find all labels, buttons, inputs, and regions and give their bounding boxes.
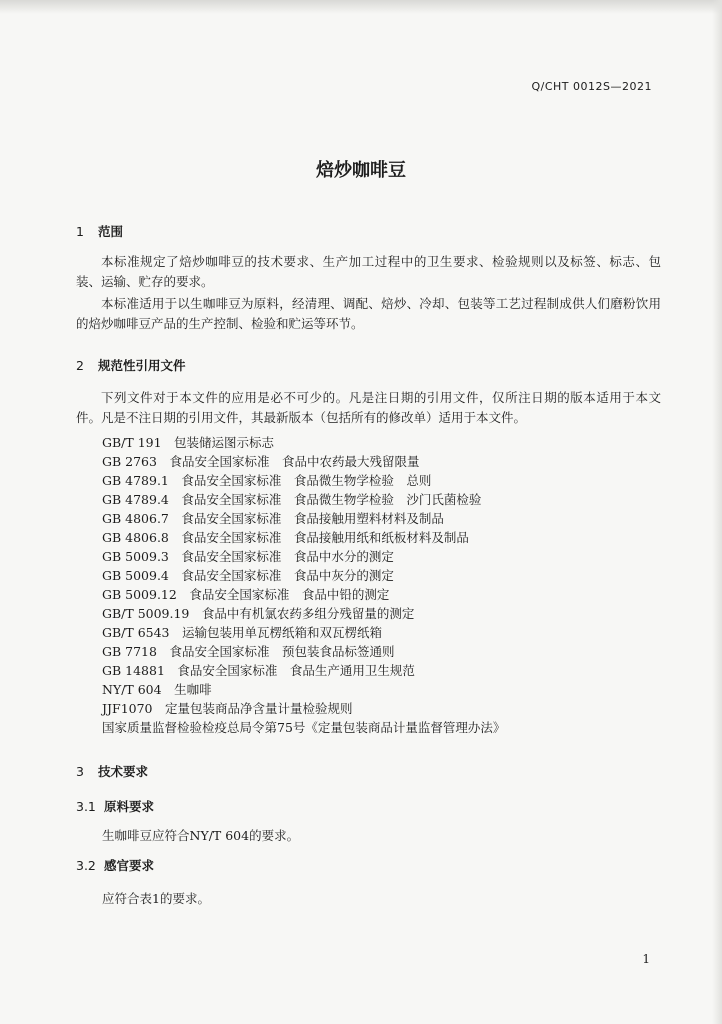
reference-item: GB 5009.3 食品安全国家标准 食品中水分的测定	[102, 549, 394, 564]
document-code: Q/CHT 0012S—2021	[531, 80, 652, 93]
scan-edge-shadow-right	[712, 0, 722, 1024]
reference-item: GB 4789.1 食品安全国家标准 食品微生物学检验 总则	[102, 473, 432, 488]
section-heading-scope	[76, 222, 123, 240]
reference-list	[102, 433, 505, 737]
scope-paragraph-2: 本标准适用于以生咖啡豆为原料，经清理、调配、焙炒、冷却、包装等工艺过程制成供人们磨粉饮用的焙炒咖啡豆产品的生产控制、检验和贮运等环节。	[76, 296, 661, 331]
section-heading-normative	[76, 356, 186, 374]
subsection-heading-raw	[76, 797, 154, 815]
reference-item: GB 4806.8 食品安全国家标准 食品接触用纸和纸板材料及制品	[102, 530, 469, 545]
reference-item: GB 4789.4 食品安全国家标准 食品微生物学检验 沙门氏菌检验	[102, 492, 482, 507]
reference-item: NY/T 604 生咖啡	[102, 682, 212, 697]
reference-item: GB 5009.4 食品安全国家标准 食品中灰分的测定	[102, 568, 394, 583]
scope-paragraph-1: 本标准规定了焙炒咖啡豆的技术要求、生产加工过程中的卫生要求、检验规则以及标签、标志、包装、运输、贮存的要求。	[76, 254, 661, 289]
reference-item: GB 5009.12 食品安全国家标准 食品中铅的测定	[102, 587, 390, 602]
section-number: 2	[76, 358, 84, 373]
normative-intro: 下列文件对于本文件的应用是必不可少的。凡是注日期的引用文件，仅所注日期的版本适用于本文件。凡是不注日期的引用文件，其最新版本（包括所有的修改单）适用于本文件。	[76, 390, 661, 425]
reference-item: GB 14881 食品安全国家标准 食品生产通用卫生规范	[102, 663, 415, 678]
section-heading-tech	[76, 762, 148, 780]
section-title: 原料要求	[104, 799, 155, 814]
reference-item: GB/T 191 包装储运图示标志	[102, 435, 275, 450]
raw-material-text: 生咖啡豆应符合NY/T 604的要求。	[102, 828, 300, 843]
page-number: 1	[642, 952, 650, 966]
scan-edge-shadow	[0, 0, 722, 14]
reference-item: GB/T 6543 运输包装用单瓦楞纸箱和双瓦楞纸箱	[102, 625, 383, 640]
section-number: 3.2	[76, 858, 96, 873]
section-number: 3.1	[76, 799, 96, 814]
reference-item: JJF1070 定量包装商品净含量计量检验规则	[102, 701, 353, 716]
reference-item: GB 4806.7 食品安全国家标准 食品接触用塑料材料及制品	[102, 511, 444, 526]
section-number: 3	[76, 764, 84, 779]
sensory-text: 应符合表1的要求。	[102, 891, 210, 906]
reference-item: GB 7718 食品安全国家标准 预包装食品标签通则	[102, 644, 395, 659]
reference-item: 国家质量监督检验检疫总局令第75号《定量包装商品计量监督管理办法》	[102, 720, 506, 735]
reference-item: GB/T 5009.19 食品中有机氯农药多组分残留量的测定	[102, 606, 415, 621]
reference-item: GB 2763 食品安全国家标准 食品中农药最大残留限量	[102, 454, 420, 469]
subsection-heading-sensory	[76, 856, 154, 874]
section-number: 1	[76, 224, 84, 239]
page-title: 焙炒咖啡豆	[316, 160, 406, 181]
section-title: 范围	[98, 224, 124, 239]
section-title: 规范性引用文件	[98, 358, 186, 373]
section-title: 感官要求	[104, 858, 155, 873]
section-title: 技术要求	[98, 764, 149, 779]
